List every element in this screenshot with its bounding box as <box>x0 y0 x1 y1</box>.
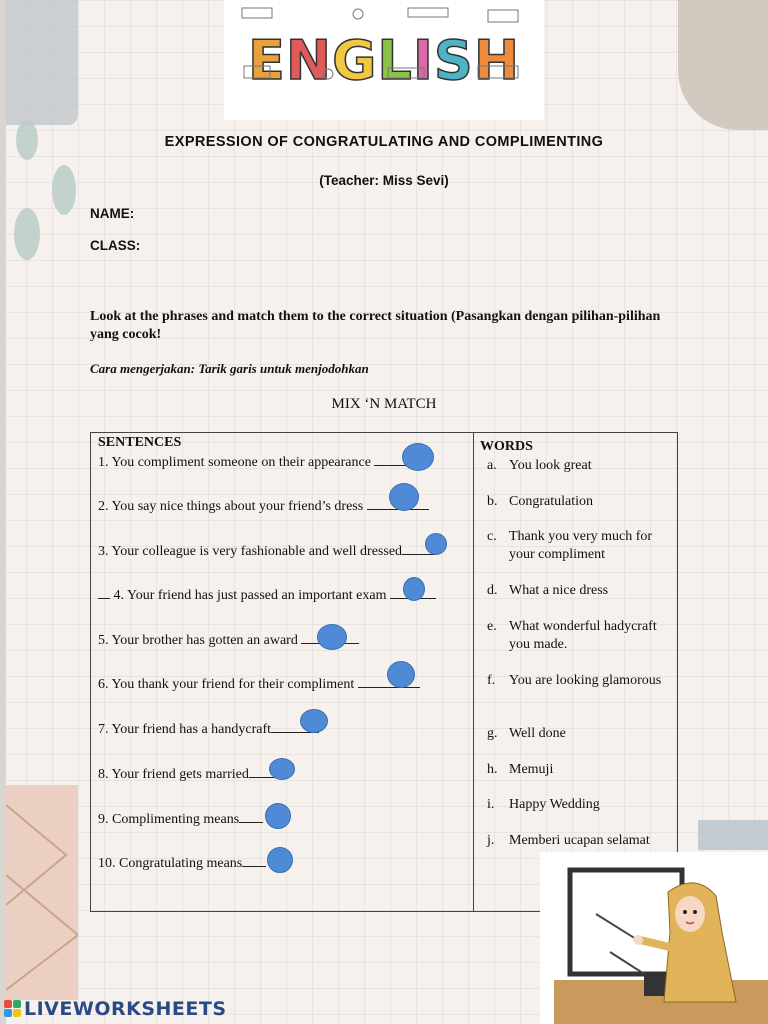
class-label: CLASS: <box>90 238 141 253</box>
logo-letter: I <box>412 28 434 92</box>
answer-circle-7[interactable] <box>300 709 328 733</box>
word-item-b: b. Congratulation <box>487 494 593 509</box>
doodle-icons <box>238 6 530 82</box>
decorative-shape <box>678 0 768 130</box>
word-item-d: d. What a nice dress <box>487 583 609 598</box>
match-table <box>90 432 678 912</box>
teacher-illustration <box>540 852 768 1024</box>
answer-circle-2[interactable] <box>389 483 419 511</box>
sentence-2: 2. You say nice things about your friend’s dress <box>98 496 429 515</box>
logo-letter: E <box>247 28 286 92</box>
decorative-envelope <box>6 785 78 1000</box>
sentence-8: 8. Your friend gets married <box>98 764 289 783</box>
brand-text: LIVEWORKSHEETS <box>24 998 227 1020</box>
worksheet-title: EXPRESSION OF CONGRATULATING AND COMPLIMENTING <box>164 134 604 150</box>
logo-letter: N <box>285 28 333 92</box>
logo-letter: H <box>473 28 521 92</box>
answer-circle-3[interactable] <box>425 533 447 555</box>
sentence-5: 5. Your brother has gotten an award <box>98 630 359 649</box>
word-item-h: h. Memuji <box>487 762 554 777</box>
sentence-9: 9. Complimenting means <box>98 809 263 828</box>
english-banner <box>224 0 544 120</box>
howto-text: Cara mengerjakan: Tarik garis untuk menjodohkan <box>90 361 369 376</box>
sentence-6: 6. You thank your friend for their compliment <box>98 674 420 693</box>
sentences-header: SENTENCES <box>98 435 182 450</box>
answer-circle-10[interactable] <box>267 847 293 873</box>
sentence-10: 10. Congratulating means <box>98 853 266 872</box>
answer-circle-8[interactable] <box>269 758 295 780</box>
section-title: MIX ‘N MATCH <box>331 396 437 412</box>
sentence-7: 7. Your friend has a handycraft <box>98 719 319 738</box>
decorative-shape <box>6 0 78 125</box>
sentence-3: 3. Your colleague is very fashionable and well dressed <box>98 541 436 560</box>
decorative-blob <box>14 208 40 260</box>
answer-circle-1[interactable] <box>402 443 434 471</box>
word-item-a: a. You look great <box>487 458 592 473</box>
column-divider <box>473 433 474 911</box>
instruction-text: Look at the phrases and match them to the correct situation (Pasangkan dengan pilihan-pilihan yang cocok! <box>90 309 661 342</box>
logo-letter: S <box>433 28 474 92</box>
words-header: WORDS <box>480 439 533 454</box>
logo-letter: G <box>332 28 378 92</box>
word-item-i: i. Happy Wedding <box>487 797 600 812</box>
liveworksheets-icon <box>4 1000 22 1018</box>
sentence-1: 1. You compliment someone on their appearance <box>98 452 416 471</box>
word-item-j: j. Memberi ucapan selamat <box>487 833 650 848</box>
teacher-name: (Teacher: Miss Sevi) <box>319 173 449 188</box>
name-label: NAME: <box>90 206 135 221</box>
liveworksheets-logo[interactable] <box>4 996 227 1022</box>
answer-circle-9[interactable] <box>265 803 291 829</box>
sentence-4: 4. Your friend has just passed an important exam <box>98 585 436 604</box>
logo-letter: L <box>377 28 413 92</box>
answer-circle-4[interactable] <box>403 577 425 601</box>
word-item-e: e. What wonderful hadycraft you made. <box>487 619 657 652</box>
word-item-g: g. Well done <box>487 726 566 741</box>
word-item-f: f. You are looking glamorous <box>487 673 662 688</box>
word-item-c: c. Thank you very much for your compliment <box>487 529 653 562</box>
answer-circle-6[interactable] <box>387 661 415 688</box>
decorative-stripe <box>698 820 768 850</box>
answer-circle-5[interactable] <box>317 624 347 650</box>
